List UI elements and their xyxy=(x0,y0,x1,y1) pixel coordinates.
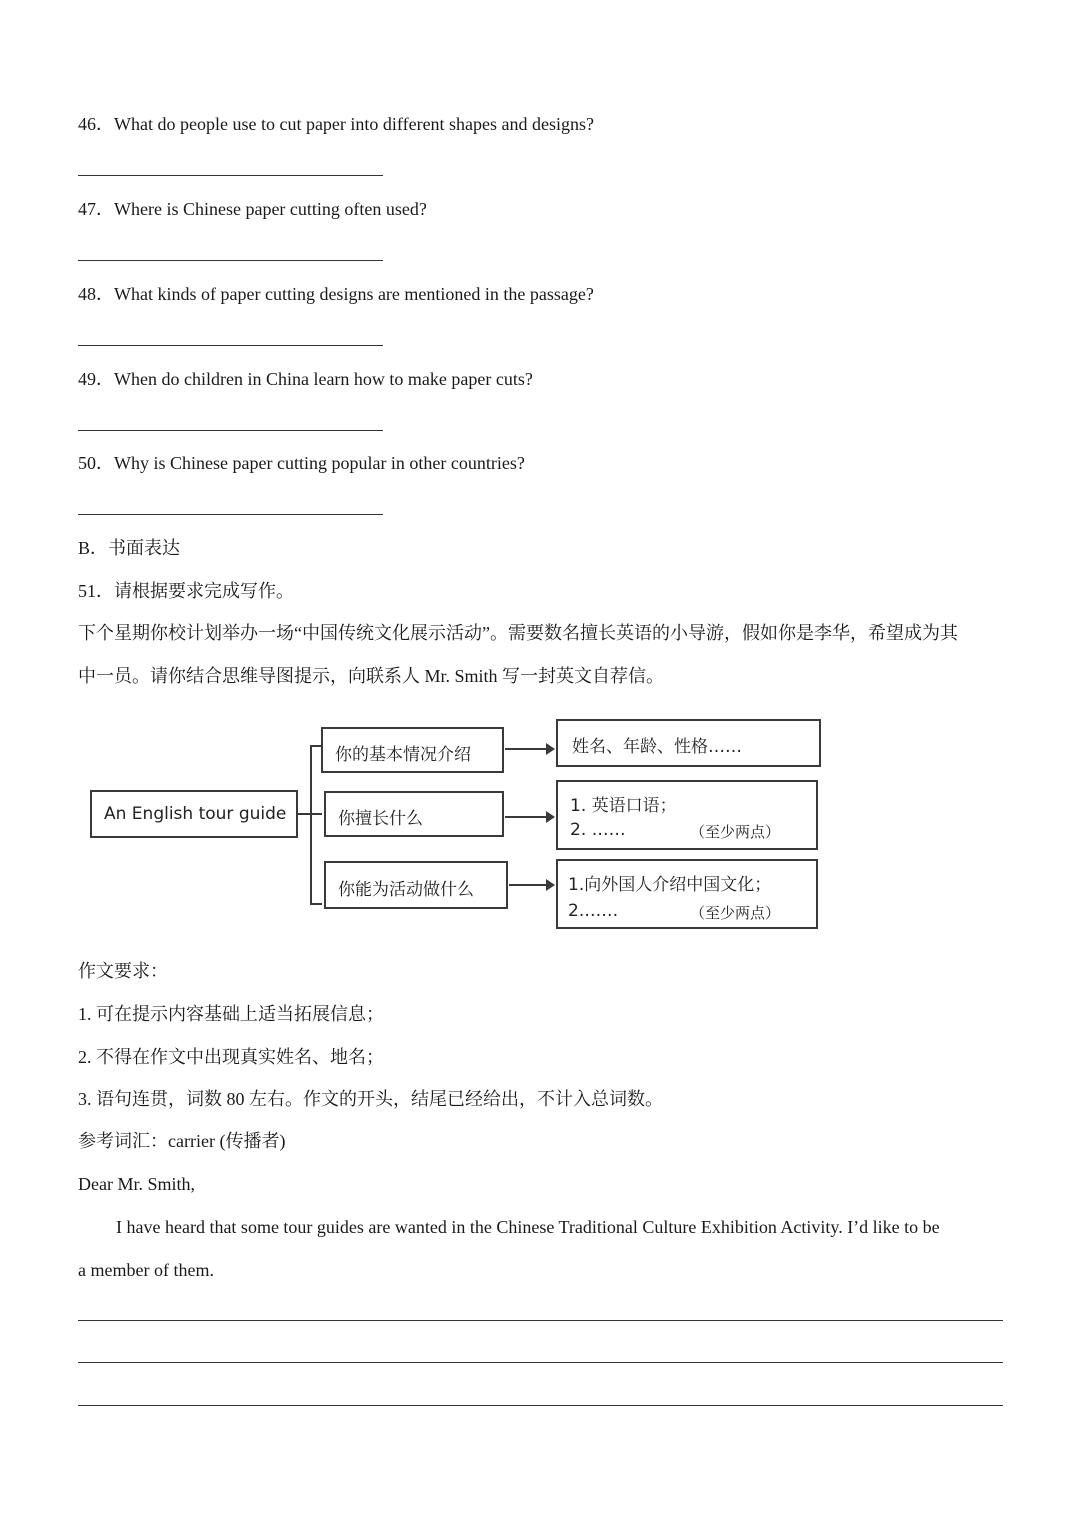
arrow-icon xyxy=(509,884,553,886)
answer-line-49[interactable] xyxy=(78,430,383,431)
question-47: 47．Where is Chinese paper cutting often used? xyxy=(78,199,427,219)
mindmap-detail-3: 1.向外国人介绍中国文化； 2.…… （至少两点） xyxy=(556,859,818,929)
mindmap-connector xyxy=(310,745,312,905)
question-49: 49．When do children in China learn how to make paper cuts? xyxy=(78,369,533,389)
mindmap-branch-1: 你的基本情况介绍 xyxy=(321,727,504,773)
mindmap-detail-2: 1. 英语口语； 2. …… （至少两点） xyxy=(556,780,818,850)
writing-line-3[interactable] xyxy=(78,1405,1003,1406)
mindmap-detail-1: 姓名、年龄、性格…… xyxy=(556,719,821,767)
writing-line-1[interactable] xyxy=(78,1320,1003,1321)
answer-line-48[interactable] xyxy=(78,345,383,346)
letter-opening-line-2: a member of them. xyxy=(78,1260,214,1280)
question-51: 51．请根据要求完成写作。 xyxy=(78,581,294,601)
question-50: 50．Why is Chinese paper cutting popular in other countries? xyxy=(78,453,525,473)
requirement-1: 1. 可在提示内容基础上适当拓展信息； xyxy=(78,1004,384,1024)
mindmap-branch-2: 你擅长什么 xyxy=(324,791,504,837)
task-intro-line-1: 下个星期你校计划举办一场“中国传统文化展示活动”。需要数名擅长英语的小导游，假如你是李华，希望成为其 xyxy=(78,623,958,643)
mindmap-connector xyxy=(310,813,322,815)
task-intro-line-2: 中一员。请你结合思维导图提示，向联系人 Mr. Smith 写一封英文自荐信。 xyxy=(78,666,665,686)
mindmap-connector xyxy=(298,813,310,815)
answer-line-47[interactable] xyxy=(78,260,383,261)
answer-line-46[interactable] xyxy=(78,175,383,176)
question-48: 48．What kinds of paper cutting designs are mentioned in the passage? xyxy=(78,284,594,304)
arrow-icon xyxy=(505,816,553,818)
mindmap-root: An English tour guide xyxy=(90,790,298,838)
writing-line-2[interactable] xyxy=(78,1362,1003,1363)
letter-opening-line-1: I have heard that some tour guides are wanted in the Chinese Traditional Culture Exhibition Activity. I’d like to be xyxy=(116,1217,940,1237)
vocab-hint: 参考词汇：carrier (传播者) xyxy=(78,1131,286,1151)
letter-salutation: Dear Mr. Smith, xyxy=(78,1174,195,1194)
requirement-2: 2. 不得在作文中出现真实姓名、地名； xyxy=(78,1047,384,1067)
mindmap-branch-3: 你能为活动做什么 xyxy=(324,861,508,909)
answer-line-50[interactable] xyxy=(78,514,383,515)
section-heading: B．书面表达 xyxy=(78,538,181,558)
mindmap-connector xyxy=(310,903,322,905)
requirements-title: 作文要求： xyxy=(78,961,168,981)
requirement-3: 3. 语句连贯，词数 80 左右。作文的开头，结尾已经给出，不计入总词数。 xyxy=(78,1089,663,1109)
question-46: 46．What do people use to cut paper into different shapes and designs? xyxy=(78,114,595,134)
arrow-icon xyxy=(505,748,553,750)
